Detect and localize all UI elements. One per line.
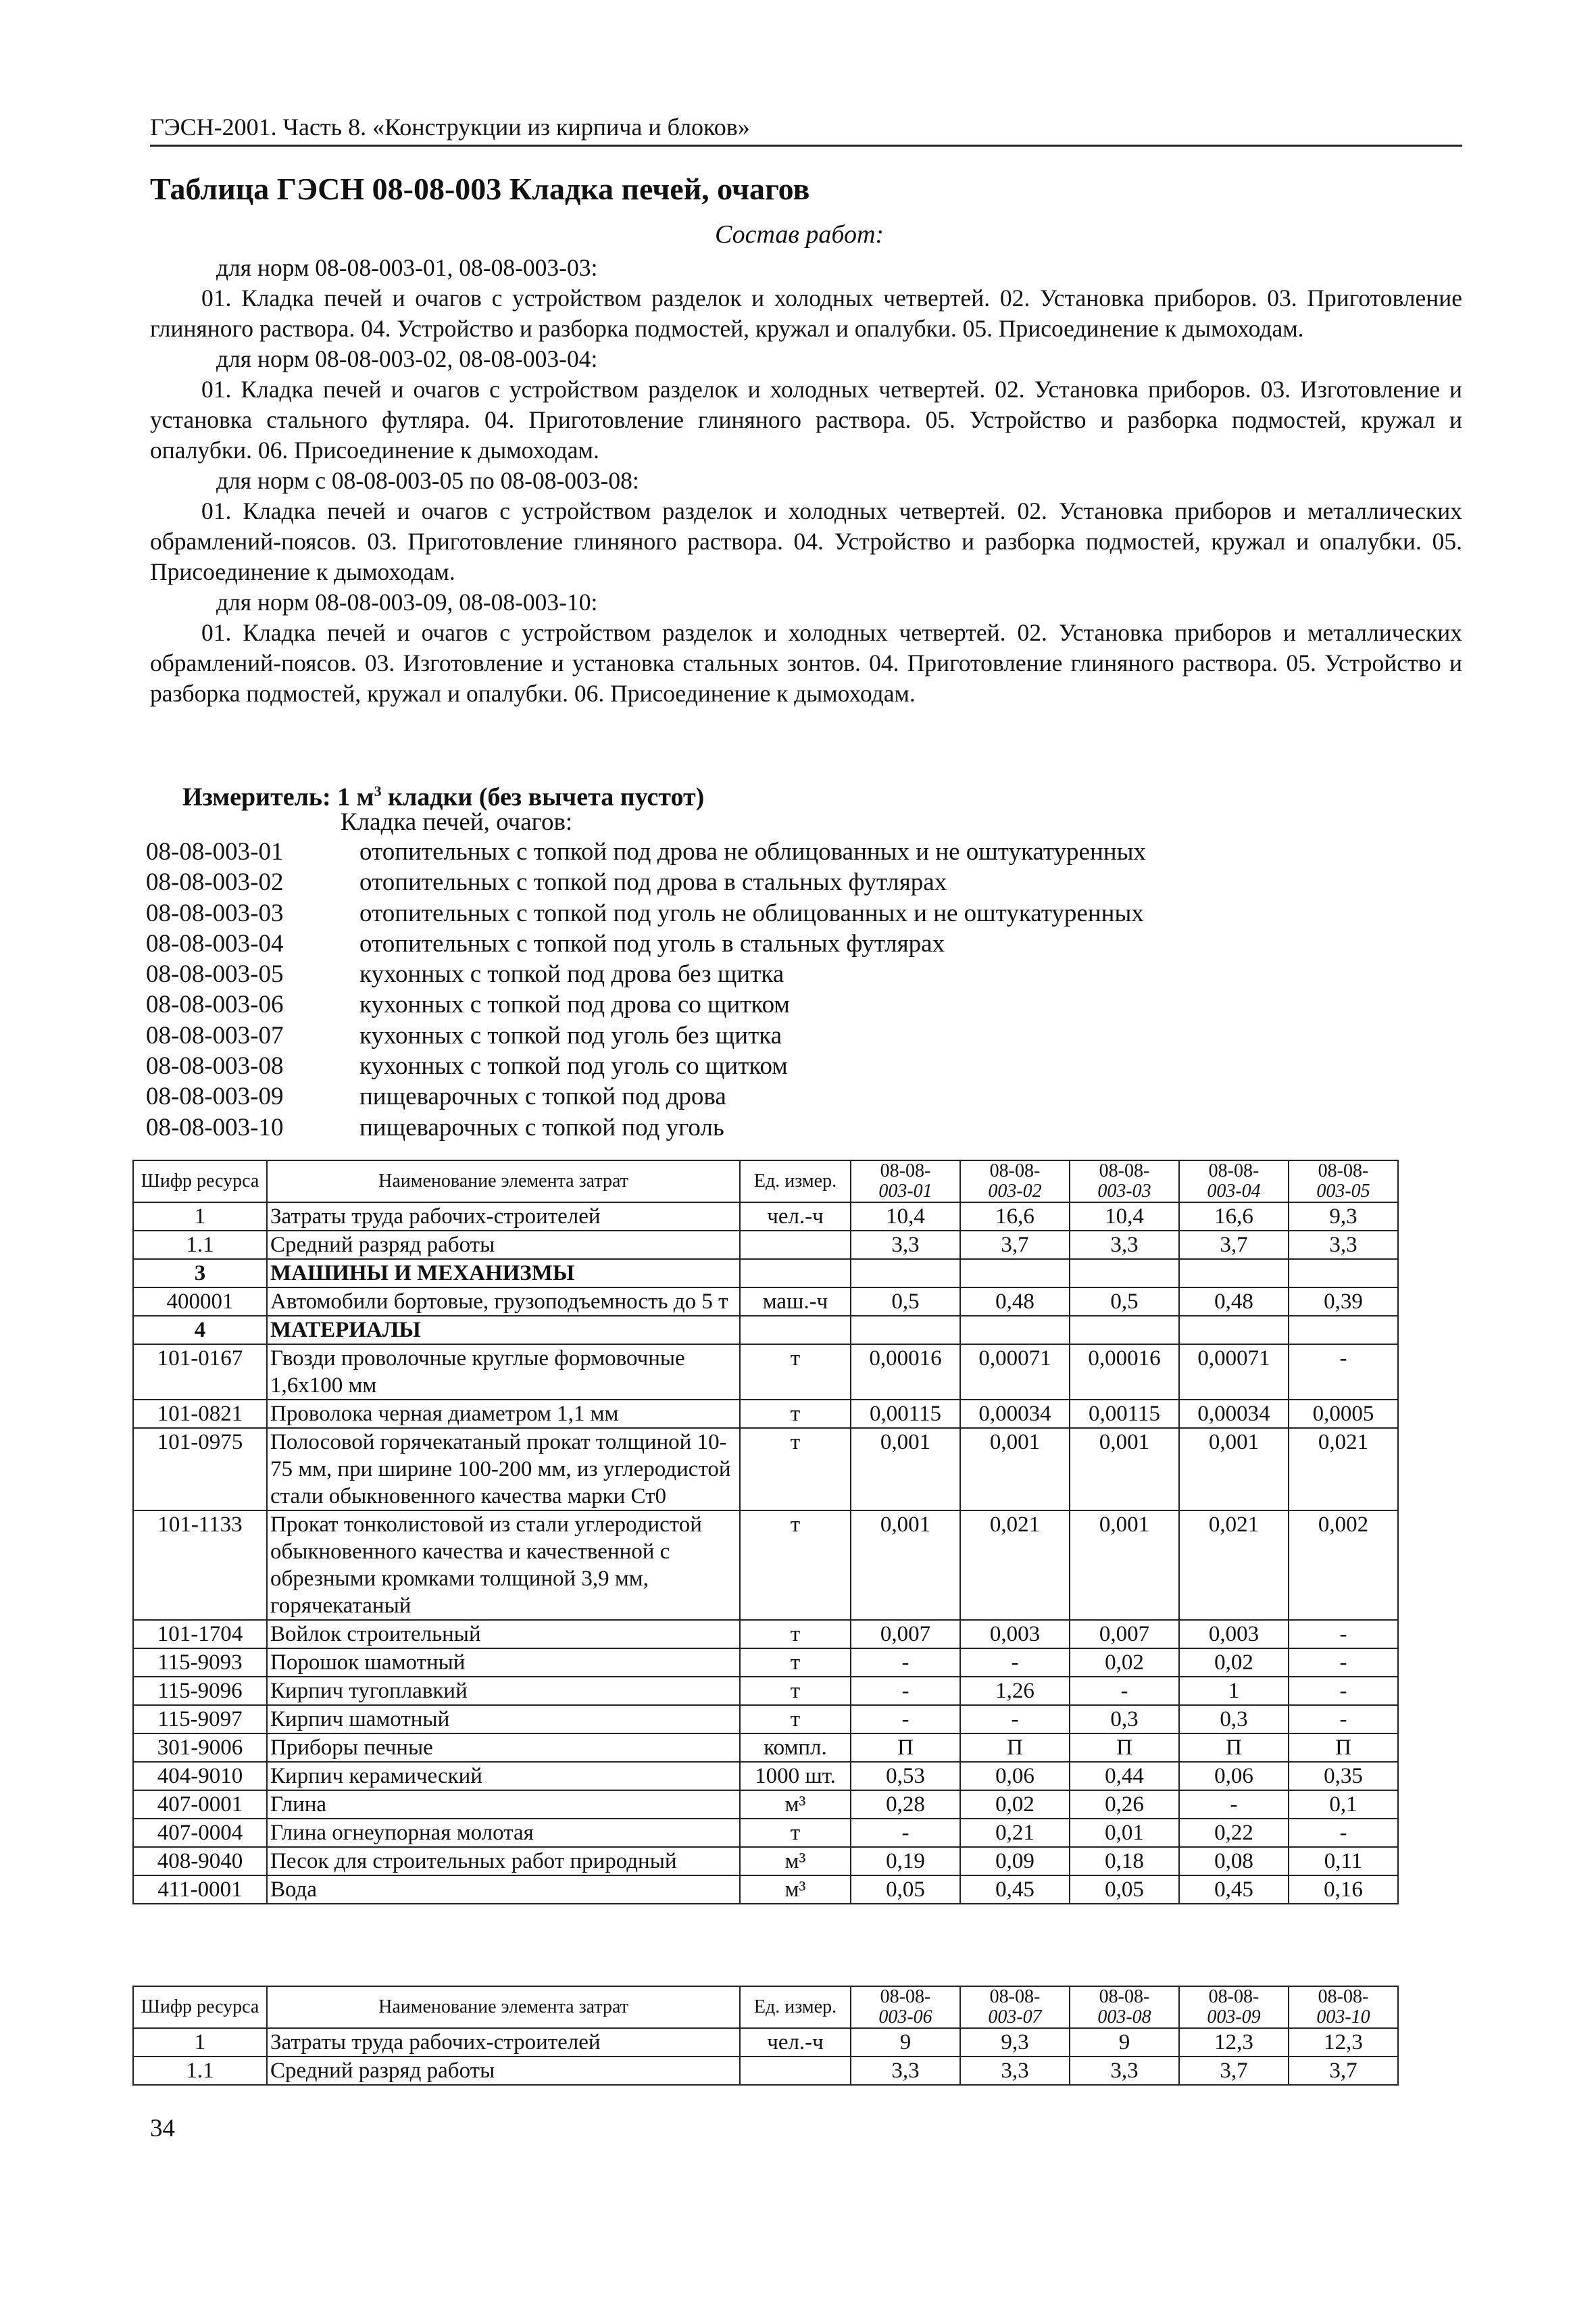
unit-cell: т xyxy=(740,1705,851,1733)
element-name: Приборы печные xyxy=(267,1733,740,1762)
resource-code: 411-0001 xyxy=(133,1875,267,1904)
table-row xyxy=(133,1705,1398,1733)
value-cell: - xyxy=(1070,1677,1179,1705)
value-cell: 0,06 xyxy=(960,1762,1070,1790)
value-cell: П xyxy=(851,1733,960,1762)
value-cell: 0,28 xyxy=(851,1790,960,1819)
value-cell: - xyxy=(1289,1677,1398,1705)
element-name: Глина огнеупорная молотая xyxy=(267,1819,740,1847)
value-cell: 0,003 xyxy=(960,1620,1070,1648)
variant-row xyxy=(146,1051,1146,1081)
header-element-name: Наименование элемента затрат xyxy=(267,1160,740,1202)
unit-cell: т xyxy=(740,1620,851,1648)
value-cell: 0,11 xyxy=(1289,1847,1398,1875)
variant-code: 08-08-003-01 xyxy=(146,838,284,866)
value-cell: 12,3 xyxy=(1179,2028,1289,2057)
resource-code: 1.1 xyxy=(133,2057,267,2085)
header-norm-code xyxy=(1289,1986,1398,2028)
variant-code: 08-08-003-05 xyxy=(146,960,284,989)
value-cell: 9 xyxy=(1070,2028,1179,2057)
empty-cell xyxy=(1179,1316,1289,1344)
value-cell: 16,6 xyxy=(960,1202,1070,1231)
resource-code: 301-9006 xyxy=(133,1733,267,1762)
unit-cell: компл. xyxy=(740,1733,851,1762)
value-cell: 0,1 xyxy=(1289,1790,1398,1819)
value-cell: 0,45 xyxy=(960,1875,1070,1904)
table-row xyxy=(133,1648,1398,1677)
table-row xyxy=(133,2028,1398,2057)
value-cell: 0,06 xyxy=(1179,1762,1289,1790)
element-name: Прокат тонколистовой из стали углеродистой обыкновенного качества и качественной с обрезными кромками толщиной 3,9 мм, горячекатаный xyxy=(267,1510,740,1620)
element-name: Затраты труда рабочих-строителей xyxy=(267,2028,740,2057)
variant-row xyxy=(146,1020,1146,1051)
value-cell: - xyxy=(960,1648,1070,1677)
resource-code: 400001 xyxy=(133,1287,267,1316)
element-name: Песок для строительных работ природный xyxy=(267,1847,740,1875)
value-cell: 3,7 xyxy=(960,1231,1070,1259)
norm-code-top: 08-08- xyxy=(1208,1160,1260,1181)
table-row xyxy=(133,1762,1398,1790)
empty-cell xyxy=(960,1259,1070,1287)
value-cell: 0,44 xyxy=(1070,1762,1179,1790)
value-cell: 0,00115 xyxy=(1070,1400,1179,1428)
empty-cell xyxy=(851,1316,960,1344)
header-norm-code xyxy=(1289,1160,1398,1202)
element-name: Полосовой горячекатаный прокат толщиной 10-75 мм, при ширине 100-200 мм, из углеродистой стали обыкновенного качества марки Ст0 xyxy=(267,1428,740,1510)
value-cell: 0,002 xyxy=(1289,1510,1398,1620)
value-cell: П xyxy=(1289,1733,1398,1762)
value-cell: 0,16 xyxy=(1289,1875,1398,1904)
value-cell: 0,48 xyxy=(960,1287,1070,1316)
table-row xyxy=(133,1790,1398,1819)
value-cell: П xyxy=(1179,1733,1289,1762)
table-row xyxy=(133,1231,1398,1259)
value-cell: 0,007 xyxy=(1070,1620,1179,1648)
norm-code-bottom: 003-09 xyxy=(1207,2007,1261,2027)
works-norms: для норм 08-08-003-09, 08-08-003-10: xyxy=(216,589,598,616)
value-cell: - xyxy=(851,1705,960,1733)
resource-code: 101-1133 xyxy=(133,1510,267,1620)
value-cell: 0,48 xyxy=(1179,1287,1289,1316)
unit-cell: т xyxy=(740,1510,851,1620)
value-cell: 0,001 xyxy=(851,1428,960,1510)
unit-cell: 1000 шт. xyxy=(740,1762,851,1790)
norm-code-top: 08-08- xyxy=(989,1986,1041,2007)
value-cell: 0,00034 xyxy=(1179,1400,1289,1428)
variant-text: отопительных с топкой под дрова в стальных футлярах xyxy=(359,868,947,897)
value-cell: 0,45 xyxy=(1179,1875,1289,1904)
variant-text: пищеварочных с топкой под дрова xyxy=(359,1083,726,1111)
header-resource-code-label: Шифр ресурса xyxy=(141,1996,259,2017)
unit-cell xyxy=(740,2057,851,2085)
table-row xyxy=(133,1733,1398,1762)
value-cell: П xyxy=(1070,1733,1179,1762)
value-cell: 16,6 xyxy=(1179,1202,1289,1231)
variant-row xyxy=(146,989,1146,1020)
unit-cell xyxy=(740,1231,851,1259)
works-group xyxy=(150,253,1462,344)
variant-code: 08-08-003-07 xyxy=(146,1021,284,1050)
variant-code: 08-08-003-04 xyxy=(146,929,284,958)
empty-cell xyxy=(1289,1259,1398,1287)
norm-code-bottom: 003-05 xyxy=(1316,1181,1370,1202)
norm-code-top: 08-08- xyxy=(1318,1160,1369,1181)
value-cell: 0,05 xyxy=(1070,1875,1179,1904)
element-name: Кирпич шамотный xyxy=(267,1705,740,1733)
variant-text: отопительных с топкой под уголь не облицованных и не оштукатуренных xyxy=(359,899,1144,927)
norm-code-top: 08-08- xyxy=(880,1986,931,2007)
works-norms: для норм 08-08-003-02, 08-08-003-04: xyxy=(216,345,598,372)
variant-row xyxy=(146,898,1146,929)
works-group xyxy=(150,344,1462,466)
table-row xyxy=(133,1428,1398,1510)
table-row xyxy=(133,1875,1398,1904)
variants-list xyxy=(146,837,1146,1143)
value-cell: 3,7 xyxy=(1289,2057,1398,2085)
resource-table-2 xyxy=(132,1986,1399,2086)
value-cell: 0,09 xyxy=(960,1847,1070,1875)
variant-code: 08-08-003-06 xyxy=(146,991,284,1019)
table-row xyxy=(133,2057,1398,2085)
works-heading: Состав работ: xyxy=(715,220,884,249)
value-cell: 0,08 xyxy=(1179,1847,1289,1875)
variant-code: 08-08-003-02 xyxy=(146,868,284,897)
value-cell: 9 xyxy=(851,2028,960,2057)
value-cell: 0,00071 xyxy=(960,1344,1070,1400)
value-cell: 3,3 xyxy=(1070,2057,1179,2085)
section-title: МАШИНЫ И МЕХАНИЗМЫ xyxy=(267,1259,740,1287)
resource-table-1 xyxy=(132,1160,1399,1904)
variant-code: 08-08-003-03 xyxy=(146,899,284,927)
unit-cell: т xyxy=(740,1648,851,1677)
value-cell: - xyxy=(1289,1819,1398,1847)
works-norms: для норм 08-08-003-01, 08-08-003-03: xyxy=(216,254,598,281)
table-row xyxy=(133,1202,1398,1231)
norm-code-bottom: 003-03 xyxy=(1097,1181,1151,1202)
variants-heading: Кладка печей, очагов: xyxy=(341,808,573,836)
norm-code-bottom: 003-04 xyxy=(1207,1181,1261,1202)
norm-code-top: 08-08- xyxy=(880,1160,931,1181)
resource-code: 115-9093 xyxy=(133,1648,267,1677)
norm-code-bottom: 003-01 xyxy=(878,1181,932,1202)
header-unit: Ед. измер. xyxy=(740,1160,851,1202)
header-norm-code xyxy=(851,1160,960,1202)
value-cell: - xyxy=(851,1648,960,1677)
value-cell: 0,00034 xyxy=(960,1400,1070,1428)
value-cell: 12,3 xyxy=(1289,2028,1398,2057)
table-row xyxy=(133,1400,1398,1428)
works-norms: для норм с 08-08-003-05 по 08-08-003-08: xyxy=(216,467,639,494)
variant-code: 08-08-003-10 xyxy=(146,1113,284,1141)
value-cell: 10,4 xyxy=(1070,1202,1179,1231)
element-name: Средний разряд работы xyxy=(267,2057,740,2085)
value-cell: 0,19 xyxy=(851,1847,960,1875)
value-cell: 0,02 xyxy=(1179,1648,1289,1677)
value-cell: 0,18 xyxy=(1070,1847,1179,1875)
empty-cell xyxy=(960,1316,1070,1344)
header-norm-code xyxy=(851,1986,960,2028)
resource-code: 407-0004 xyxy=(133,1819,267,1847)
variant-row xyxy=(146,1081,1146,1112)
value-cell: 3,3 xyxy=(960,2057,1070,2085)
norm-code-top: 08-08- xyxy=(1099,1986,1150,2007)
variant-text: кухонных с топкой под уголь без щитка xyxy=(359,1021,782,1050)
measure-superscript: 3 xyxy=(374,783,382,799)
norm-code-top: 08-08- xyxy=(1318,1986,1369,2007)
value-cell: 0,00071 xyxy=(1179,1344,1289,1400)
unit-cell: чел.-ч xyxy=(740,1202,851,1231)
value-cell: 0,021 xyxy=(1289,1428,1398,1510)
variant-row xyxy=(146,929,1146,959)
resource-code: 101-1704 xyxy=(133,1620,267,1648)
empty-cell xyxy=(740,1316,851,1344)
section-title: МАТЕРИАЛЫ xyxy=(267,1316,740,1344)
works-group xyxy=(150,587,1462,709)
header-norm-code xyxy=(960,1986,1070,2028)
value-cell: 0,021 xyxy=(960,1510,1070,1620)
header-norm-code xyxy=(1070,1160,1179,1202)
header-norm-code xyxy=(960,1160,1070,1202)
works-group xyxy=(150,466,1462,587)
value-cell: П xyxy=(960,1733,1070,1762)
empty-cell xyxy=(1070,1316,1179,1344)
unit-cell: м³ xyxy=(740,1875,851,1904)
table-row xyxy=(133,1620,1398,1648)
element-name: Вода xyxy=(267,1875,740,1904)
header-norm-code xyxy=(1179,1986,1289,2028)
unit-cell: м³ xyxy=(740,1847,851,1875)
value-cell: 0,00016 xyxy=(1070,1344,1179,1400)
element-name: Средний разряд работы xyxy=(267,1231,740,1259)
value-cell: 0,00115 xyxy=(851,1400,960,1428)
value-cell: 0,001 xyxy=(1070,1428,1179,1510)
value-cell: 0,3 xyxy=(1070,1705,1179,1733)
table-row xyxy=(133,1819,1398,1847)
variant-row xyxy=(146,959,1146,989)
element-name: Порошок шамотный xyxy=(267,1648,740,1677)
element-name: Затраты труда рабочих-строителей xyxy=(267,1202,740,1231)
header-norm-code xyxy=(1179,1160,1289,1202)
value-cell: 0,26 xyxy=(1070,1790,1179,1819)
norm-code-top: 08-08- xyxy=(989,1160,1041,1181)
element-name: Автомобили бортовые, грузоподъемность до 5 т xyxy=(267,1287,740,1316)
value-cell: 0,35 xyxy=(1289,1762,1398,1790)
unit-cell: т xyxy=(740,1677,851,1705)
value-cell: 9,3 xyxy=(960,2028,1070,2057)
value-cell: 0,02 xyxy=(1070,1648,1179,1677)
variant-text: кухонных с топкой под дрова без щитка xyxy=(359,960,784,989)
empty-cell xyxy=(1070,1259,1179,1287)
resource-code: 1.1 xyxy=(133,1231,267,1259)
norm-code-bottom: 003-06 xyxy=(878,2007,932,2027)
table-row xyxy=(133,1344,1398,1400)
header-element-name: Наименование элемента затрат xyxy=(267,1986,740,2028)
value-cell: 0,02 xyxy=(960,1790,1070,1819)
variant-text: пищеварочных с топкой под уголь xyxy=(359,1113,724,1141)
table-title: Таблица ГЭСН 08-08-003 Кладка печей, очагов xyxy=(150,172,810,206)
value-cell: 0,00016 xyxy=(851,1344,960,1400)
unit-cell: т xyxy=(740,1819,851,1847)
empty-cell xyxy=(851,1259,960,1287)
variant-row xyxy=(146,867,1146,897)
unit-cell: т xyxy=(740,1344,851,1400)
value-cell: 0,007 xyxy=(851,1620,960,1648)
empty-cell xyxy=(1179,1259,1289,1287)
empty-cell xyxy=(1289,1316,1398,1344)
table-row xyxy=(133,1677,1398,1705)
resource-code: 404-9010 xyxy=(133,1762,267,1790)
value-cell: 0,22 xyxy=(1179,1819,1289,1847)
table-header-row xyxy=(133,1160,1398,1202)
value-cell: 3,3 xyxy=(851,1231,960,1259)
unit-cell: т xyxy=(740,1400,851,1428)
value-cell: 0,021 xyxy=(1179,1510,1289,1620)
value-cell: 0,003 xyxy=(1179,1620,1289,1648)
value-cell: - xyxy=(1289,1620,1398,1648)
value-cell: - xyxy=(1179,1790,1289,1819)
unit-cell: маш.-ч xyxy=(740,1287,851,1316)
norm-code-bottom: 003-02 xyxy=(988,1181,1042,1202)
header-resource-code xyxy=(133,1986,267,2028)
resource-code: 101-0167 xyxy=(133,1344,267,1400)
norm-code-top: 08-08- xyxy=(1208,1986,1260,2007)
value-cell: 0,001 xyxy=(960,1428,1070,1510)
header-unit: Ед. измер. xyxy=(740,1986,851,2028)
resource-code: 115-9096 xyxy=(133,1677,267,1705)
value-cell: 0,39 xyxy=(1289,1287,1398,1316)
value-cell: 0,53 xyxy=(851,1762,960,1790)
section-row xyxy=(133,1316,1398,1344)
value-cell: 0,0005 xyxy=(1289,1400,1398,1428)
value-cell: 3,7 xyxy=(1179,1231,1289,1259)
table-header-row xyxy=(133,1986,1398,2028)
works-description: 01. Кладка печей и очагов с устройством разделок и холодных четвертей. 02. Установка приборов и металлических обрамлений-поясов. 03. Изготовление и установка стальных зонтов. 04. Приготовление глиняного раствора. 05. Устройство и разборка подмостей, кружал и опалубки. 06. Присоединение к дымоходам. xyxy=(150,619,1462,707)
resource-code: 115-9097 xyxy=(133,1705,267,1733)
element-name: Кирпич керамический xyxy=(267,1762,740,1790)
value-cell: 0,001 xyxy=(1070,1510,1179,1620)
unit-cell: чел.-ч xyxy=(740,2028,851,2057)
value-cell: - xyxy=(960,1705,1070,1733)
value-cell: 9,3 xyxy=(1289,1202,1398,1231)
unit-cell: т xyxy=(740,1428,851,1510)
value-cell: 0,001 xyxy=(1179,1428,1289,1510)
running-header: ГЭСН-2001. Часть 8. «Конструкции из кирпича и блоков» xyxy=(150,114,1462,147)
header-resource-code xyxy=(133,1160,267,1202)
variant-row xyxy=(146,1112,1146,1143)
resource-code: 1 xyxy=(133,2028,267,2057)
variant-text: отопительных с топкой под уголь в стальных футлярах xyxy=(359,929,945,958)
value-cell: - xyxy=(1289,1344,1398,1400)
header-resource-code-label: Шифр ресурса xyxy=(141,1171,259,1191)
section-row xyxy=(133,1259,1398,1287)
value-cell: - xyxy=(851,1677,960,1705)
value-cell: 1 xyxy=(1179,1677,1289,1705)
value-cell: 0,3 xyxy=(1179,1705,1289,1733)
variant-text: отопительных с топкой под дрова не облицованных и не оштукатуренных xyxy=(359,838,1146,866)
measure-suffix: кладки (без вычета пустот) xyxy=(381,783,705,812)
value-cell: 0,5 xyxy=(1070,1287,1179,1316)
value-cell: 3,3 xyxy=(1289,1231,1398,1259)
table-row xyxy=(133,1847,1398,1875)
variant-text: кухонных с топкой под уголь со щитком xyxy=(359,1052,788,1081)
resource-code: 101-0975 xyxy=(133,1428,267,1510)
resource-code: 407-0001 xyxy=(133,1790,267,1819)
works-description: 01. Кладка печей и очагов с устройством разделок и холодных четвертей. 02. Установка приборов. 03. Приготовление глиняного раствора. 04. Устройство и разборка подмостей, кружал и опалубки. 05. Присоединение к дымоходам. xyxy=(150,285,1462,342)
works-description: 01. Кладка печей и очагов с устройством разделок и холодных четвертей. 02. Установка приборов и металлических обрамлений-поясов. 03. Приготовление глиняного раствора. 04. Устройство и разборка подмостей, кружал и опалубки. 05. Присоединение к дымоходам. xyxy=(150,497,1462,585)
value-cell: 1,26 xyxy=(960,1677,1070,1705)
norm-code-bottom: 003-08 xyxy=(1097,2007,1151,2027)
value-cell: - xyxy=(851,1819,960,1847)
value-cell: 0,05 xyxy=(851,1875,960,1904)
value-cell: 0,001 xyxy=(851,1510,960,1620)
resource-code: 3 xyxy=(133,1259,267,1287)
element-name: Глина xyxy=(267,1790,740,1819)
value-cell: 10,4 xyxy=(851,1202,960,1231)
element-name: Гвозди проволочные круглые формовочные 1,6х100 мм xyxy=(267,1344,740,1400)
resource-code: 101-0821 xyxy=(133,1400,267,1428)
table-row xyxy=(133,1287,1398,1316)
element-name: Войлок строительный xyxy=(267,1620,740,1648)
value-cell: 0,5 xyxy=(851,1287,960,1316)
norm-code-bottom: 003-10 xyxy=(1316,2007,1370,2027)
value-cell: - xyxy=(1289,1705,1398,1733)
works-section xyxy=(150,253,1462,709)
variant-row xyxy=(146,837,1146,867)
measure-prefix: Измеритель: 1 м xyxy=(182,783,374,812)
variant-code: 08-08-003-09 xyxy=(146,1083,284,1111)
page-number: 34 xyxy=(150,2115,175,2142)
value-cell: - xyxy=(1289,1648,1398,1677)
value-cell: 3,3 xyxy=(1070,1231,1179,1259)
value-cell: 3,3 xyxy=(851,2057,960,2085)
value-cell: 3,7 xyxy=(1179,2057,1289,2085)
value-cell: 0,01 xyxy=(1070,1819,1179,1847)
table-row xyxy=(133,1510,1398,1620)
value-cell: 0,21 xyxy=(960,1819,1070,1847)
unit-cell: м³ xyxy=(740,1790,851,1819)
norm-code-top: 08-08- xyxy=(1099,1160,1150,1181)
variant-text: кухонных с топкой под дрова со щитком xyxy=(359,991,790,1019)
resource-code: 1 xyxy=(133,1202,267,1231)
variant-code: 08-08-003-08 xyxy=(146,1052,284,1081)
element-name: Проволока черная диаметром 1,1 мм xyxy=(267,1400,740,1428)
element-name: Кирпич тугоплавкий xyxy=(267,1677,740,1705)
resource-code: 4 xyxy=(133,1316,267,1344)
empty-cell xyxy=(740,1259,851,1287)
works-description: 01. Кладка печей и очагов с устройством разделок и холодных четвертей. 02. Установка приборов. 03. Изготовление и установка стального футляра. 04. Приготовление глиняного раствора. 05. Устройство и разборка подмостей, кружал и опалубки. 06. Присоединение к дымоходам. xyxy=(150,376,1462,464)
header-norm-code xyxy=(1070,1986,1179,2028)
resource-code: 408-9040 xyxy=(133,1847,267,1875)
norm-code-bottom: 003-07 xyxy=(988,2007,1042,2027)
